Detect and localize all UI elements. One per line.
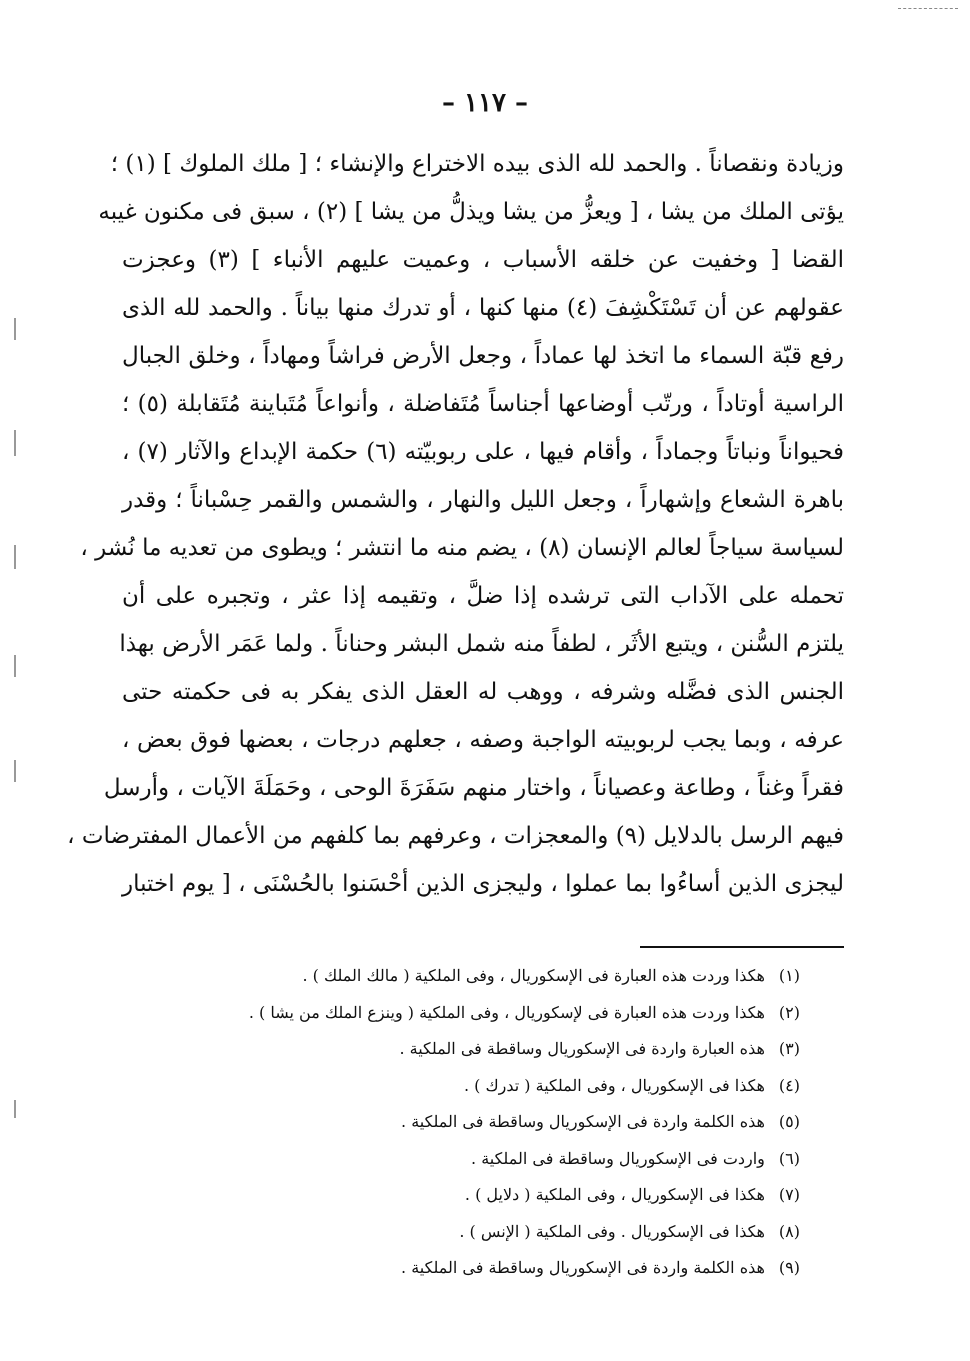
- text-line: عرفه ، وبما يجب لربوبيته الواجبة وصفه ، جعلهم درجات ، بعضها فوق بعض ،: [122, 727, 844, 753]
- footnote-text: هكذا فى الإسكوريال ، وفى الملكية ( تدرك ) .: [463, 1075, 765, 1095]
- footnotes: [248, 958, 800, 1287]
- footnote-text: هذه الكلمة واردة فى الإسكوريال وساقطة فى الملكية .: [401, 1112, 765, 1131]
- footnote-text: هكذا فى الإسكوريال . وفى الملكية ( الإنس ) .: [459, 1221, 765, 1241]
- text-line: وزيادة ونقصاناً . والحمد لله الذى بيده الاختراع والإنشاء ؛ [ ملك الملوك ] (١) ؛: [110, 151, 844, 177]
- text-line: الراسية أوتاداً ، ورتّب أوضاعها أجناساً مُتَفاضلة ، وأنواعاً مُتَباينة مُتَقابلة (٥) ؛: [122, 391, 844, 417]
- text-line: رفع قبّة السماء ما اتخذ لها عماداً ، وجعل الأرض فراشاً ومهاداً ، وخلق الجبال: [122, 343, 844, 369]
- footnote-text: هكذا وردت هذه العبارة فى الإسكوريال ، وفى الملكية ( مالك الملك ) .: [302, 966, 765, 985]
- footnote: [300, 958, 800, 995]
- footnote: [300, 1177, 800, 1214]
- footnote-number: (٢): [778, 1002, 800, 1022]
- footnote-text: هذه الكلمة واردة فى الإسكوريال وساقطة فى الملكية .: [401, 1258, 765, 1277]
- footnote-text: هكذا فى الإسكوريال ، وفى الملكية ( دلايل ) .: [464, 1185, 765, 1204]
- footnote-text: واردت فى الإسكوريال وساقطة فى الملكية .: [471, 1148, 765, 1168]
- text-line: يؤتى الملك من يشا ، [ ويعزُّ من يشا ويذلُّ من يشا ] (٢) ، سبق فى مكنون غيبه: [98, 199, 844, 225]
- footnote-text: هذه العبارة واردة فى الإسكوريال وساقطة فى الملكية .: [399, 1039, 765, 1058]
- footnote: [300, 1031, 800, 1068]
- footnote-number: (٤): [778, 1075, 800, 1095]
- text-line: فقراً وغناً ، وطاعة وعصياناً ، واختار منهم سَفَرَةَ الوحى ، وحَمَلَةَ الآيات ، وأرسل: [103, 775, 844, 801]
- page-number: – ١١٧ –: [441, 88, 529, 118]
- text-line: باهرة الشعاع وإشهاراً ، وجعل الليل والنهار ، والشمس والقمر حِسْباناً ؛ وقدر: [122, 487, 844, 513]
- text-line: القضا [ وخفيت عن خلقه الأسباب ، وعميت عليهم الأنباء ] (٣) وعجزت: [122, 247, 845, 273]
- margin-mark: [14, 655, 16, 677]
- footnote: [300, 1068, 800, 1105]
- margin-mark: [14, 760, 16, 782]
- footnote-number: (٦): [778, 1148, 800, 1168]
- footnote-number: (٨): [778, 1221, 800, 1241]
- text-line: يلتزم السُّنن ، ويتبع الأثَر ، لطفاً منه شمل البشر وحناناً . ولما عَمَر الأرض بهذا: [119, 631, 844, 657]
- body-text: [67, 140, 845, 908]
- footnote-number: (٩): [778, 1258, 800, 1277]
- footnote: [300, 1104, 800, 1141]
- footnote: [248, 995, 800, 1032]
- text-line: تحمله على الآداب التى ترشده إذا ضلَّ ، وتقيمه إذا عثر ، وتجبره على أن: [122, 583, 844, 609]
- footnote-number: (٥): [778, 1112, 800, 1131]
- margin-mark: [14, 545, 16, 569]
- margin-mark: [14, 430, 16, 456]
- margin-mark: [14, 1100, 16, 1118]
- text-line: ليجزى الذين أساءُوا بما عملوا ، وليجزى الذين أحْسَنوا بالحُسْنَى ، [ يوم اختبار: [122, 871, 844, 897]
- footnote: [300, 1250, 800, 1287]
- text-line: لسياسة سياجاً لعالم الإنسان (٨) ، يضم منه ما انتشر ؛ ويطوى من تعديه ما نُشر ،: [80, 535, 844, 561]
- text-line: فيهم الرسل بالدلايل (٩) والمعجزات ، وعرفهم بما كلفهم من الأعمال المفترضات ،: [67, 823, 844, 849]
- text-line: عقولهم عن أن تَسْتَكْشِفَ (٤) منها كنها ، أو تدرك منها بياناً . والحمد لله الذى: [122, 295, 844, 321]
- footnote: [300, 1214, 800, 1251]
- text-line: الجنس الذى فضَّله وشرفه ، ووهب له العقل الذى يفكر به فى حكمته حتى: [122, 679, 844, 705]
- text-line: فحيواناً ونباتاً وجماداً ، وأقام فيها ، على ربوبيّته (٦) حكمة الإبداع والآثار (٧) ،: [122, 439, 844, 465]
- footnote-number: (٣): [778, 1039, 800, 1058]
- footnote-text: هكذا وردت هذه العبارة فى لإسكوريال ، وفى الملكية ( وينزع الملك من يشا ) .: [248, 1002, 765, 1022]
- footnote-number: (٧): [778, 1185, 800, 1204]
- footnote: [300, 1141, 800, 1178]
- footnote-separator: [640, 946, 844, 948]
- scan-edge-mark: [898, 8, 958, 9]
- footnote-number: (١): [778, 966, 800, 985]
- margin-mark: [14, 318, 16, 340]
